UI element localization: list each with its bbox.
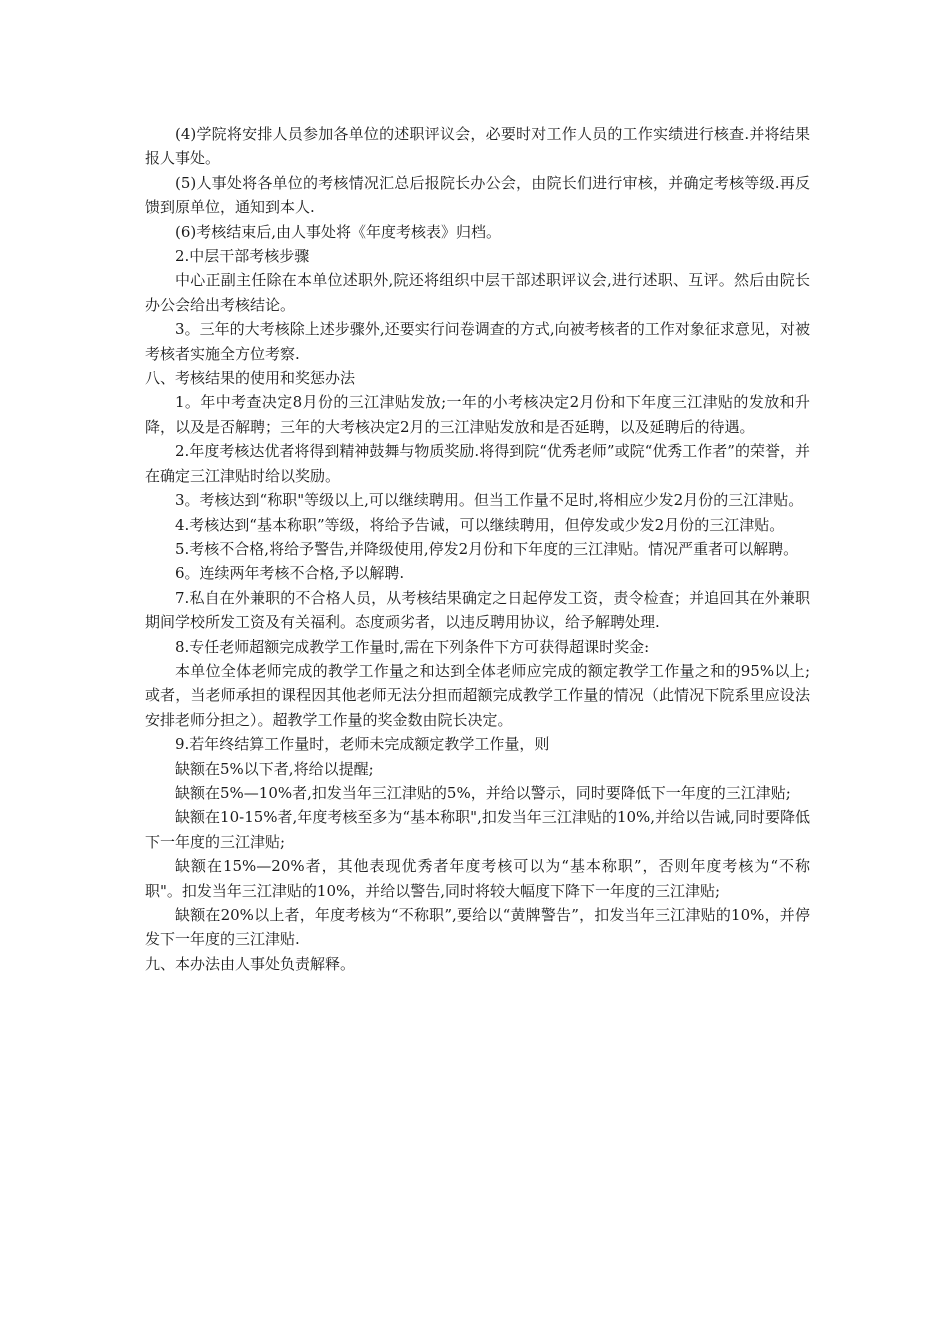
paragraph: 缺额在15%—20%者，其他表现优秀者年度考核可以为“基本称职”，否则年度考核为“不称职"。扣发当年三江津贴的10%，并给以警告,同时将较大幅度下降下一年度的三江津贴;: [145, 857, 810, 900]
document-page: [145, 122, 810, 976]
paragraph: 缺额在5%以下者,将给以提醒;: [175, 759, 374, 778]
paragraph: 6。连续两年考核不合格,予以解聘.: [175, 564, 405, 583]
paragraph: (4)学院将安排人员参加各单位的述职评议会，必要时对工作人员的工作实绩进行核查.并将结果报人事处。: [145, 125, 810, 168]
paragraph: 缺额在20%以上者，年度考核为“不称职”,要给以“黄牌警告”，扣发当年三江津贴的10%，并停发下一年度的三江津贴.: [145, 906, 810, 949]
paragraph: 2.中层干部考核步骤: [175, 247, 310, 266]
paragraph: 3。三年的大考核除上述步骤外,还要实行问卷调查的方式,向被考核者的工作对象征求意见，对被考核者实施全方位考察.: [145, 320, 810, 363]
section-heading: 八、考核结果的使用和奖惩办法: [145, 369, 356, 388]
paragraph: (6)考核结束后,由人事处将《年度考核表》归档。: [175, 222, 502, 241]
paragraph: 缺额在10-15%者,年度考核至多为“基本称职",扣发当年三江津贴的10%,并给以告诫,同时要降低下一年度的三江津贴;: [145, 808, 810, 851]
paragraph: 5.考核不合格,将给予警告,并降级使用,停发2月份和下年度的三江津贴。情况严重者可以解聘。: [175, 539, 799, 558]
section-heading: 九、本办法由人事处负责解释。: [145, 954, 356, 973]
paragraph: 本单位全体老师完成的教学工作量之和达到全体老师应完成的额定教学工作量之和的95%以上;或者，当老师承担的课程因其他老师无法分担而超额完成教学工作量的情况（此情况下院系里应设法安排老师分担之）。超教学工作量的奖金数由院长决定。: [145, 661, 810, 729]
paragraph: 缺额在5%—10%者,扣发当年三江津贴的5%，并给以警示，同时要降低下一年度的三江津贴;: [175, 783, 791, 802]
paragraph: 4.考核达到“基本称职”等级，将给予告诫，可以继续聘用，但停发或少发2月份的三江津贴。: [175, 515, 785, 534]
paragraph: 2.年度考核达优者将得到精神鼓舞与物质奖励.将得到院“优秀老师”或院“优秀工作者”的荣誉，并在确定三江津贴时给以奖励。: [145, 442, 810, 485]
paragraph: 9.若年终结算工作量时，老师未完成额定教学工作量，则: [175, 735, 550, 754]
paragraph: 1。年中考查决定8月份的三江津贴发放;一年的小考核决定2月份和下年度三江津贴的发放和升降，以及是否解聘；三年的大考核决定2月的三江津贴发放和是否延聘，以及延聘后的待遇。: [145, 393, 810, 436]
paragraph: 8.专任老师超额完成教学工作量时,需在下列条件下方可获得超课时奖金:: [175, 637, 650, 656]
paragraph: (5)人事处将各单位的考核情况汇总后报院长办公会，由院长们进行审核，并确定考核等级.再反馈到原单位，通知到本人.: [145, 173, 810, 217]
paragraph: 3。考核达到“称职"等级以上,可以继续聘用。但当工作量不足时,将相应少发2月份的三江津贴。: [175, 491, 804, 510]
paragraph: 中心正副主任除在本单位述职外,院还将组织中层干部述职评议会,进行述职、互评。然后由院长办公会给出考核结论。: [145, 271, 810, 314]
paragraph: 7.私自在外兼职的不合格人员，从考核结果确定之日起停发工资，责令检查；并追回其在外兼职期间学校所发工资及有关福利。态度顽劣者，以违反聘用协议，给予解聘处理.: [145, 588, 810, 632]
